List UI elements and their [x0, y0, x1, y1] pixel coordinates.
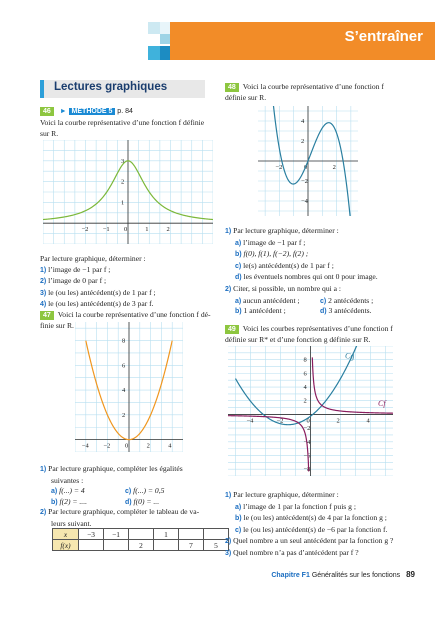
exercise-number: 48 [225, 83, 239, 92]
table-cell: −1 [104, 529, 129, 540]
intro-line: définie sur R* et d’une fonction g définie sur R. [225, 334, 371, 344]
chapter-title: Généralités sur les fonctions [311, 572, 401, 579]
intro-line: Voici la courbe représentative d’une fonction f [242, 82, 384, 91]
intro-line: sur R. [40, 128, 59, 138]
question: Citer, si possible, un nombre qui a : [233, 283, 342, 293]
page-ref: p. 84 [117, 108, 133, 115]
deco-square [160, 22, 170, 34]
question: 2 antécédents ; [328, 295, 374, 305]
exercise-number: 46 [40, 107, 54, 116]
table-cell [129, 529, 154, 540]
page-title: S’entraîner [344, 28, 423, 45]
y-tick-label: 1 [121, 199, 125, 207]
y-tick-label: −6 [303, 452, 311, 460]
table-cell: x [53, 529, 79, 540]
exercise-number: 47 [40, 311, 54, 320]
method-link[interactable]: MÉTHODE 5 [69, 108, 116, 115]
intro-line: Voici la courbe représentative d’une fonction f définie [40, 118, 205, 127]
deco-square [148, 22, 160, 34]
q-number: 1) [40, 466, 47, 473]
header-bar [170, 22, 435, 60]
intro-line: définie sur R. [225, 92, 267, 102]
question: le(s) antécédent(s) de 1 par f ; [243, 260, 334, 270]
x-tick-label: −2 [275, 164, 283, 171]
table-cell [104, 540, 129, 551]
question: Par lecture graphique, compléter le tableau de va- [48, 507, 200, 517]
question: Quel nombre a un seul antécédent par la fonction g ? [233, 536, 394, 546]
table-cell: f(x) [53, 540, 79, 551]
table-cell [154, 540, 179, 551]
question-intro: Par lecture graphique, déterminer : [40, 254, 146, 263]
y-tick-label: −8 [303, 466, 311, 474]
x-tick-label: −2 [276, 417, 284, 425]
y-tick-label: 8 [122, 337, 126, 345]
deco-square [160, 34, 170, 44]
q-number: 2) [40, 278, 47, 286]
x-tick-label: 2 [146, 442, 150, 450]
q-letter: b) [51, 498, 58, 506]
y-tick-label: −2 [301, 178, 308, 185]
question: aucun antécédent ; [243, 295, 300, 305]
y-tick-label: 2 [121, 178, 125, 186]
ex49-graph [228, 346, 393, 476]
question: le (ou les) antécédent(s) de 4 par la fonction g ; [243, 513, 387, 523]
y-tick-label: −4 [303, 438, 311, 446]
q-letter: a) [51, 488, 58, 496]
question: 1 antécédent ; [243, 306, 286, 316]
table-cell [79, 540, 104, 551]
table-row [53, 540, 229, 551]
y-tick-label: 8 [303, 356, 307, 364]
q-number: 3) [40, 289, 47, 297]
ex48-questions [225, 226, 415, 317]
question: l’image de 1 par la fonction f puis g ; [243, 501, 356, 511]
q-number: 2) [225, 285, 232, 293]
x-tick-label: −1 [102, 226, 110, 234]
y-tick-label: 2 [303, 397, 307, 405]
method-arrow-icon: ► [59, 108, 67, 115]
table-cell: 2 [129, 540, 154, 551]
q-number: 2) [40, 509, 47, 517]
section-heading [40, 80, 205, 98]
q-letter: a) [235, 503, 242, 511]
y-tick-label: 4 [301, 118, 305, 125]
q-letter: b) [235, 308, 242, 316]
q-number: 4) [40, 301, 47, 309]
deco-square [148, 46, 160, 60]
x-tick-label: 2 [332, 164, 336, 171]
page-footer [271, 570, 415, 579]
ex46-header [40, 106, 133, 118]
question: l’image de −1 par f ; [243, 237, 306, 247]
equality: f(2) = .... [59, 496, 87, 506]
ex49-intro [225, 324, 415, 345]
values-table [52, 528, 232, 551]
question: Par lecture graphique, compléter les égalités [48, 464, 183, 473]
ex46-intro [40, 118, 215, 139]
y-tick-label: 6 [122, 362, 126, 370]
q-letter: c) [125, 488, 132, 496]
curve-g [236, 346, 360, 425]
x-tick-label: 4 [168, 442, 172, 450]
x-tick-label: 4 [366, 417, 370, 425]
section-title: Lectures graphiques [54, 81, 168, 93]
q-letter: c) [235, 262, 242, 270]
x-tick-label: −4 [246, 417, 254, 425]
x-tick-label: 0 [304, 164, 308, 171]
q-letter: c) [320, 297, 327, 305]
q-letter: a) [235, 297, 242, 305]
ex47-questions [40, 464, 218, 530]
ex49-questions [225, 490, 425, 560]
q-number: 2) [225, 538, 232, 546]
question: l’image de 0 par f ; [48, 276, 107, 286]
y-tick-label: 4 [303, 384, 307, 392]
question: suivantes : [51, 475, 84, 485]
x-tick-label: 2 [336, 417, 340, 425]
q-letter: d) [320, 308, 327, 316]
y-tick-label: 2 [301, 138, 305, 145]
table-cell: 7 [179, 540, 204, 551]
question: Par lecture graphique, déterminer : [233, 490, 339, 499]
ex46-graph [43, 140, 213, 244]
intro-line: Voici les courbes représentatives d’une fonction f [242, 324, 393, 333]
intro-line: Voici la courbe représentative d’une fonction f dé- [57, 310, 211, 319]
y-tick-label: −2 [303, 425, 311, 433]
equality: f(...) = 4 [59, 486, 85, 496]
q-letter: b) [235, 251, 242, 259]
y-tick-label: −4 [301, 198, 308, 205]
ex48-intro [225, 82, 405, 103]
q-letter: c) [235, 526, 242, 534]
question: le (ou les) antécédent(s) de 3 par f. [48, 299, 154, 309]
question: l’image de −1 par f ; [48, 264, 111, 274]
curve-g-label: Cg [345, 351, 355, 361]
x-tick-label: 0 [125, 442, 129, 450]
question: les éventuels nombres qui ont 0 pour image. [243, 272, 378, 282]
x-tick-label: 1 [145, 226, 149, 234]
q-letter: a) [235, 239, 242, 247]
table-cell: −3 [79, 529, 104, 540]
table-cell: 5 [204, 540, 229, 551]
equality: f(0) = ... [133, 496, 160, 506]
question: 3 antécédents. [328, 306, 372, 316]
curve-f-label: Cf [378, 399, 386, 409]
ex48-graph [258, 106, 358, 216]
deco-square [160, 46, 170, 60]
x-tick-label: −2 [103, 442, 111, 450]
ex46-questions [40, 254, 215, 311]
y-tick-label: 4 [122, 387, 126, 395]
question: f(0), f(1), f(−2), f(2) ; [243, 249, 309, 259]
q-letter: d) [125, 498, 132, 506]
question: Quel nombre n’a pas d’antécédent par f ? [233, 547, 359, 557]
question: le (ou les) antécédent(s) de 1 par f ; [48, 287, 156, 297]
q-number: 3) [225, 549, 232, 557]
page-header [0, 22, 435, 60]
table-row [53, 529, 229, 540]
intro-line: finie sur R. [40, 320, 74, 330]
equality: f(...) = 0,5 [133, 486, 165, 496]
chapter-label: Chapitre F1 [271, 572, 310, 579]
page-number: 89 [406, 570, 415, 579]
table-cell [179, 529, 204, 540]
x-tick-label: 0 [124, 226, 128, 234]
y-tick-label: 2 [122, 411, 126, 419]
x-tick-label: −4 [81, 442, 89, 450]
table-cell: 1 [154, 529, 179, 540]
x-tick-label: −2 [81, 226, 89, 234]
y-tick-label: 3 [121, 157, 125, 165]
x-tick-label: 2 [166, 226, 170, 234]
q-number: 1) [225, 492, 232, 499]
q-number: 1) [40, 266, 47, 274]
q-letter: d) [235, 274, 242, 282]
question: Par lecture graphique, déterminer : [233, 226, 339, 235]
y-tick-label: 6 [303, 370, 307, 378]
exercise-number: 49 [225, 325, 239, 334]
ex47-graph [75, 322, 183, 452]
question: leurs suivant. [51, 518, 92, 528]
q-number: 1) [225, 228, 232, 235]
x-tick-label: 0 [306, 417, 310, 425]
q-letter: b) [235, 515, 242, 523]
question: le (ou les) antécédent(s) de −6 par la fonction f. [243, 524, 388, 534]
